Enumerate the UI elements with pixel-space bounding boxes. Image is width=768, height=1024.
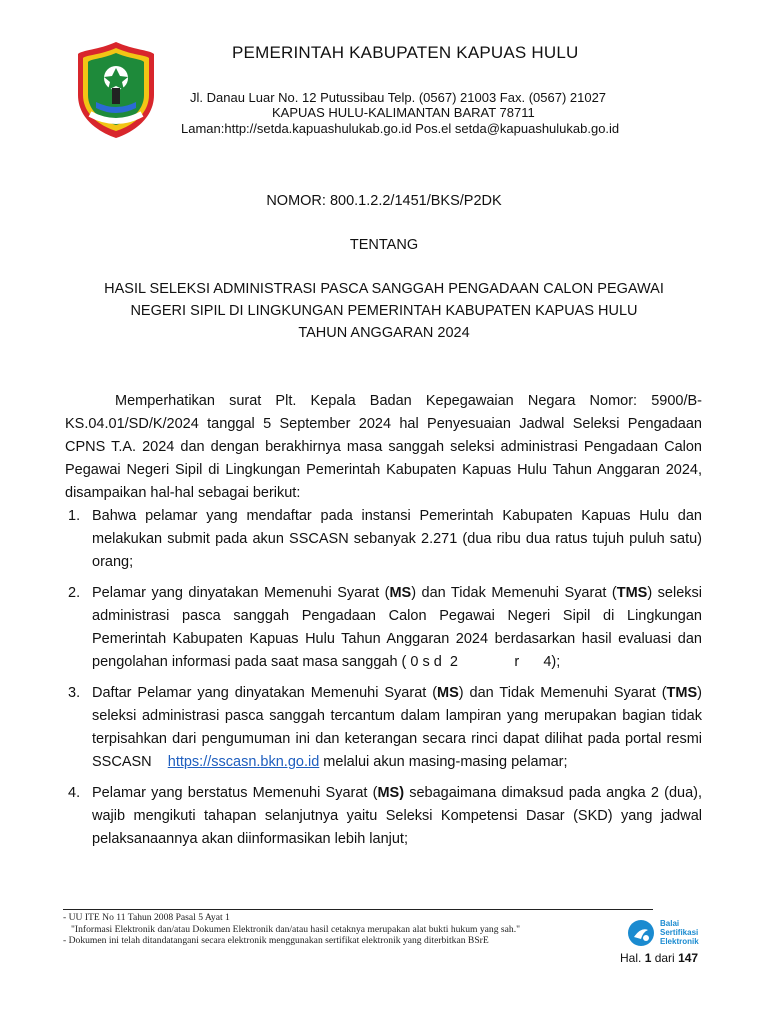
tms-bold: TMS xyxy=(666,685,698,701)
ms-bold: MS) xyxy=(377,785,405,801)
list-item xyxy=(65,682,707,774)
list-item xyxy=(65,782,702,851)
points-list xyxy=(65,505,707,859)
header-address: Jl. Danau Luar No. 12 Putussibau Telp. (0567) 21003 Fax. (0567) 21027 xyxy=(190,90,607,105)
tms-bold: TMS xyxy=(616,585,648,601)
document-title-line-3: TAHUN ANGGARAN 2024 xyxy=(298,325,470,341)
list-text: Bahwa pelamar yang mendaftar pada instansi Pemerintah Kabupaten Kapuas Hulu dan melakukan submit pada akun SSCASN sebanyak 2.271 (dua ribu dua ratus tujuh puluh satu) orang; xyxy=(92,508,702,570)
tentang-heading: TENTANG xyxy=(349,237,419,253)
list-text: sebagaimana dimaksud pada angka 2 (dua), wajib mengikuti tahapan selanjutnya yaitu Seleksi Kompetensi Dasar (SKD) yang jadwal pelaksanaannya akan diinformasikan lebih lanjut; xyxy=(92,785,702,847)
list-text: Pelamar yang dinyatakan Memenuhi Syarat ( xyxy=(92,585,390,601)
footer-esign-note: - Dokumen ini telah ditandatangani secara elektronik menggunakan sertifikat elektronik yang diterbitkan BSrE xyxy=(63,935,489,946)
list-text: ) dan Tidak Memenuhi Syarat ( xyxy=(411,585,617,601)
list-item xyxy=(65,505,702,574)
page-separator: dari xyxy=(651,951,679,965)
kapuas-hulu-logo xyxy=(76,40,156,140)
page-number xyxy=(620,951,698,965)
header-region: KAPUAS HULU-KALIMANTAN BARAT 78711 xyxy=(272,105,535,120)
bsre-text-line: Elektronik xyxy=(660,937,699,946)
bsre-text-line: Sertifikasi xyxy=(660,928,699,937)
header-contact: Laman:http://setda.kapuashulukab.go.id Pos.el setda@kapuashulukab.go.id xyxy=(181,121,620,136)
list-number: 3. xyxy=(68,685,81,701)
list-number: 4. xyxy=(68,785,81,801)
bsre-logo-icon xyxy=(626,918,656,948)
header-title: PEMERINTAH KABUPATEN KAPUAS HULU xyxy=(232,43,579,62)
list-number: 2. xyxy=(68,585,81,601)
footer-divider xyxy=(63,909,653,910)
document-number: NOMOR: 800.1.2.2/1451/BKS/P2DK xyxy=(266,193,502,209)
bsre-badge xyxy=(626,918,716,950)
intro-paragraph: Memperhatikan surat Plt. Kepala Badan Kepegawaian Negara Nomor: 5900/B-KS.04.01/SD/K/2024 tanggal 5 September 2024 hal Penyesuaian Jadwal Seleksi Pengadaan CPNS T.A. 2024 dan dengan berakhirnya masa sanggah seleksi administrasi Pengadaan Calon Pegawai Negeri Sipil di Lingkungan Pemerintah Kabupaten Kapuas Hulu Tahun Anggaran 2024, disampaikan hal-hal sebagai berikut: xyxy=(65,393,702,501)
bsre-text-line: Balai xyxy=(660,919,680,928)
document-title-line-2: NEGERI SIPIL DI LINGKUNGAN PEMERINTAH KABUPATEN KAPUAS HULU xyxy=(130,303,638,319)
page-prefix: Hal. xyxy=(620,951,645,965)
list-text: Pelamar yang berstatus Memenuhi Syarat ( xyxy=(92,785,378,801)
footer-notes xyxy=(63,912,623,947)
list-item xyxy=(65,582,707,674)
document-title-line-1: HASIL SELEKSI ADMINISTRASI PASCA SANGGAH PENGADAAN CALON PEGAWAI xyxy=(104,281,664,297)
list-text: ) seleksi administrasi pasca sanggah tercantum dalam lampiran yang merupakan bagian tidak terpisahkan dari pengumuman ini dan keterangan secara rinci dapat dilihat pada portal resmi SSCASN xyxy=(92,685,707,770)
list-text: Daftar Pelamar yang dinyatakan Memenuhi Syarat ( xyxy=(92,685,438,701)
footer-law-quote: "Informasi Elektronik dan/atau Dokumen Elektronik dan/atau hasil cetaknya merupakan alat bukti hukum yang sah." xyxy=(71,923,521,935)
ms-bold: MS xyxy=(389,585,412,601)
sscasn-link[interactable]: https://sscasn.bkn.go.id xyxy=(167,754,320,770)
footer-law-reference: - UU ITE No 11 Tahun 2008 Pasal 5 Ayat 1 xyxy=(63,912,230,923)
list-text: ) dan Tidak Memenuhi Syarat ( xyxy=(458,685,667,701)
ms-bold: MS xyxy=(437,685,459,701)
page-total: 147 xyxy=(678,951,699,965)
list-number: 1. xyxy=(68,508,81,524)
list-text: ) seleksi administrasi pasca sanggah Pengadaan Calon Pegawai Negeri Sipil di Lingkungan Pemerintah Kabupaten Kapuas Hulu Tahun Anggaran 2024 berdasarkan hasil evaluasi dan pengolahan informasi pada saat masa sanggah ( 0 s d 2 r 4); xyxy=(92,585,707,670)
page-current: 1 xyxy=(644,951,652,965)
list-text: melalui akun masing-masing pelamar; xyxy=(319,754,568,770)
